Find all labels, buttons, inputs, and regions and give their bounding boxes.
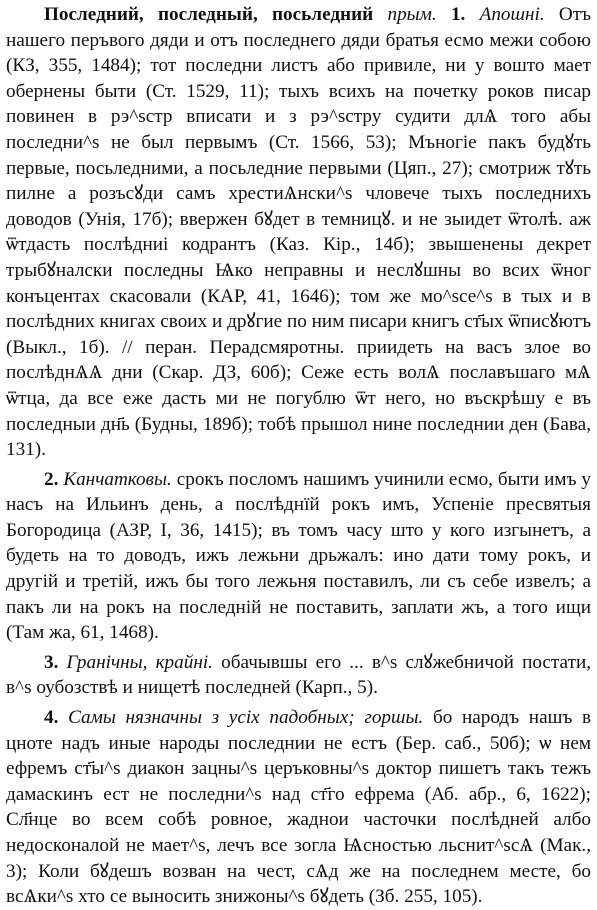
sense-2-gloss: Канчатковы. <box>63 468 172 490</box>
headword: Последний, последный, посьледний <box>44 4 374 25</box>
entry-sense-3 <box>6 650 591 701</box>
sense-4-citations: бо народъ нашъ в цноте надъ иные народы последнии не естъ (Бер. саб., 50б); ѡ нем ефремъ ст҃ы^s диакон зацны^s церъковны^s доктор пишетъ такъ тежъ дамаскинъ ест не последни^s над ст҃го ефрема (Аб. абр., 6, 1622); Сл҃нце во всем собѣ ровное, жаднои часточки послѣдней албо недосконалой не мает^s, лечъ все зогла Ѩсностью льснит^sсѦ (Мак., 3); Коли бꙋдешъ возван на чест, сѦд же на последнем месте, бо всѦки^s хто се выносить знижоны^s бꙋдеть (Зб. 255, 105). <box>6 707 592 908</box>
sense-2-number: 2. <box>44 468 59 490</box>
entry-sense-1 <box>6 2 591 463</box>
sense-1-gloss: Апошні. <box>479 4 545 25</box>
sense-3-citations: обачывшы его ... в^s слꙋжебничой постати, в^s оубозствѣ и нищетѣ последней (Карп., 5). <box>6 651 592 699</box>
sense-4-gloss: Самы нязначны з усіх падобных; горшы. <box>68 707 424 729</box>
entry-sense-2 <box>6 467 591 646</box>
sense-3-number: 3. <box>44 651 59 673</box>
part-of-speech: прым. <box>387 4 437 25</box>
sense-4-number: 4. <box>44 707 59 729</box>
sense-1-number: 1. <box>450 4 466 25</box>
sense-3-gloss: Гранічны, крайні. <box>66 651 213 673</box>
sense-2-citations: срокъ посломъ нашимъ учинили есмо, быти имъ у насъ на Ильинъ день, а послѣднїй рокъ имъ, Успеніе пресвятыя Богородица (АЗР, I, 36, 1415); въ томъ часу што у кого изгынетъ, а будеть на то доводъ, ижъ лежьни дрьжалъ: ино дати тому рокъ, и другій и третій, ижъ бы того лежьня поставилъ, ли съ себе извелъ; а пакъ ли на рокъ на последній не поставить, заплати жъ, а того ищи (Там жа, 61, 1468). <box>6 468 592 644</box>
entry-sense-4 <box>6 705 591 910</box>
sense-1-citations: Отъ нашего перъвого дяди и отъ последнего дяди братья есмо межи собою (КЗ, 355, 1484); тот последни листъ або привиле, ни у вошто мает обернены быти (Ст. 1529, 11); тыхъ всихъ на почетку роков писар повинен в рэ^sстр вписати и з рэ^sстру судити длѦ того абы последни^s не был первымъ (Ст. 1566, 53); Мъногіе пакъ будꙋть первые, посьледними, а посьледние первыми (Цяп., 27); смотриж тꙋть пилне а розъсꙋди самъ хрестиѦнски^s чловече тыхъ последнихъ доводов (Унія, 17б); ввержен бꙋдет в темницꙋ. и не зыидет ѿтолѣ. аж ѿтдасть послѣдниі кодрантъ (Каз. Кір., 14б); звышенены декрет трыбꙋналски последны Ѩко неправны и неслꙋшны во всих ѿног конъцентах скасовали (КАР, 41, 1646); том же мо^sсе^s в тых и в послѣдних книгах своих и дрꙋгие по ним писари книгъ ст҃ых ѿписꙋютъ (Выкл., 1б). // перан. Перадсмяротны. приидеть на васъ злое во послѣднѦѦ дни (Скар. ДЗ, 60б); Сеже есть волѦ пославъшаго мѦ ѿтца, да все еже дасть ми не погублю ѿт него, но въскрѣшу е въ последныи дн҃ь (Будны, 189б); тобѣ прышол нине последнии ден (Бава, 131). <box>6 4 592 461</box>
